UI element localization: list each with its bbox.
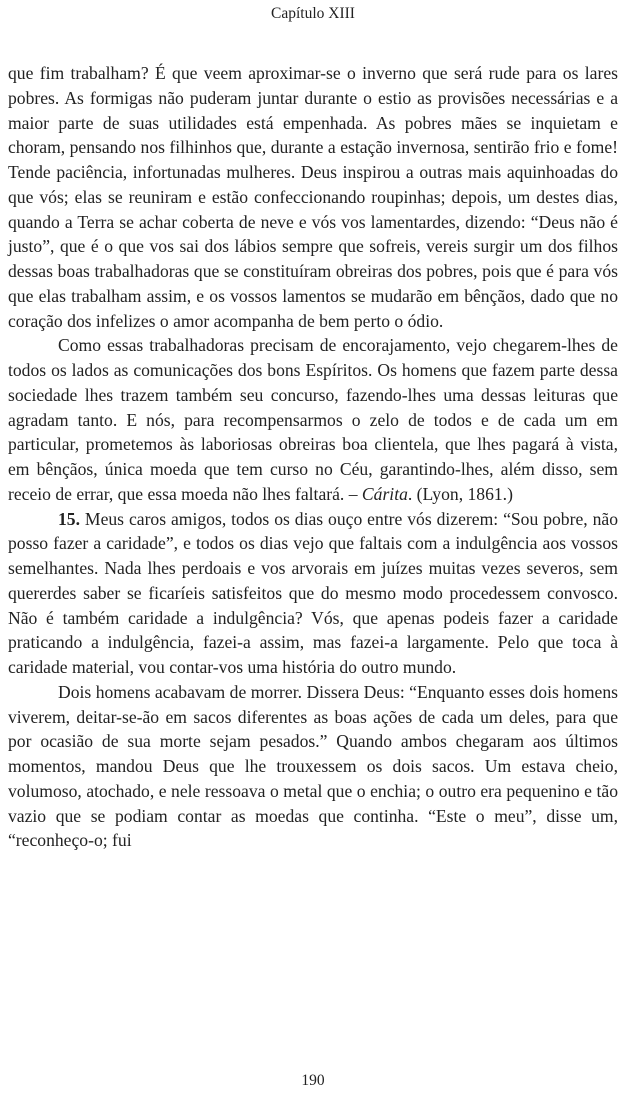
- author-signature: Cárita: [361, 483, 408, 504]
- running-head: Capítulo XIII: [271, 5, 355, 22]
- paragraph-text: Meus caros amigos, todos os dias ouço entre vós dizerem: “Sou pobre, não posso fazer a caridade”, e todos os dias vejo que faltais com a indulgência aos vossos semelhantes. Nada lhes perdoais e vos arvorais em juízes muitas vezes severos, sem quererdes saber se ficaríeis satisfeitos que do mesmo modo procedessem convosco. Não é também caridade a indulgência? Vós, que apenas podeis fazer a caridade praticando a indulgência, fazei-a assim, mas fazei-a largamente. Pelo que toca à caridade material, vou contar-vos uma história do outro mundo.: [8, 508, 618, 677]
- paragraph-text: Como essas trabalhadoras precisam de encorajamento, vejo chegarem-lhes de todos os lados as comunicações dos bons Espíritos. Os homens que fazem parte dessa sociedade lhes trazem também seu concurso, fazendo-lhes uma dessas leituras que agradam tanto. E nós, para recompensarmos o zelo de todos e de cada um em particular, prometemos às laboriosas obreiras boa clientela, que lhes pagará à vista, em bênçãos, única moeda que tem curso no Céu, garantindo-lhes, além disso, sem receio de errar, que essa moeda não lhes faltará. –: [8, 335, 618, 504]
- paragraph-encouragement: [8, 333, 618, 506]
- source-note: . (Lyon, 1861.): [407, 483, 513, 504]
- paragraph-two-men: Dois homens acabavam de morrer. Dissera Deus: “Enquanto esses dois homens viverem, deitar-se-ão em sacos diferentes as boas ações de cada um deles, para que por ocasião de sua morte sejam pesados.” Quando ambos chegaram aos últimos momentos, mandou Deus que lhe trouxessem os dois sacos. Um estava cheio, volumoso, atochado, e nele ressoava o metal que o enchia; o outro era pequenino e tão vazio que se podiam contar as moedas que continha. “Este o meu”, disse um, “reconheço-o; fui: [8, 681, 618, 851]
- body-text: [8, 61, 618, 853]
- item-number: 15.: [58, 508, 80, 529]
- paragraph-continuation: que fim trabalham? É que veem aproximar-se o inverno que será rude para os lares pobres. As formigas não puderam juntar durante o estio as provisões necessárias e a maior parte de suas utilidades está empenhada. As pobres mães se inquietam e choram, pensando nos filhinhos que, durante a estação invernosa, sentirão frio e fome! Tende paciência, infortunadas mulheres. Deus inspirou a outras mais aquinhoadas do que vós; elas se reuniram e estão confeccionando roupinhas; depois, um destes dias, quando a Terra se achar coberta de neve e vós vos lamentardes, dizendo: “Deus não é justo”, que é o que vos sai dos lábios sempre que sofreis, vereis surgir um dos filhos dessas boas trabalhadoras que se constituíram obreiras dos pobres, pois que é para vós que elas trabalham assim, e os vossos lamentos se mudarão em bênçãos, dado que no coração dos infelizes o amor acompanha de bem perto o ódio.: [8, 63, 618, 331]
- paragraph-item-15: [8, 507, 618, 680]
- page-number: 190: [301, 1072, 325, 1089]
